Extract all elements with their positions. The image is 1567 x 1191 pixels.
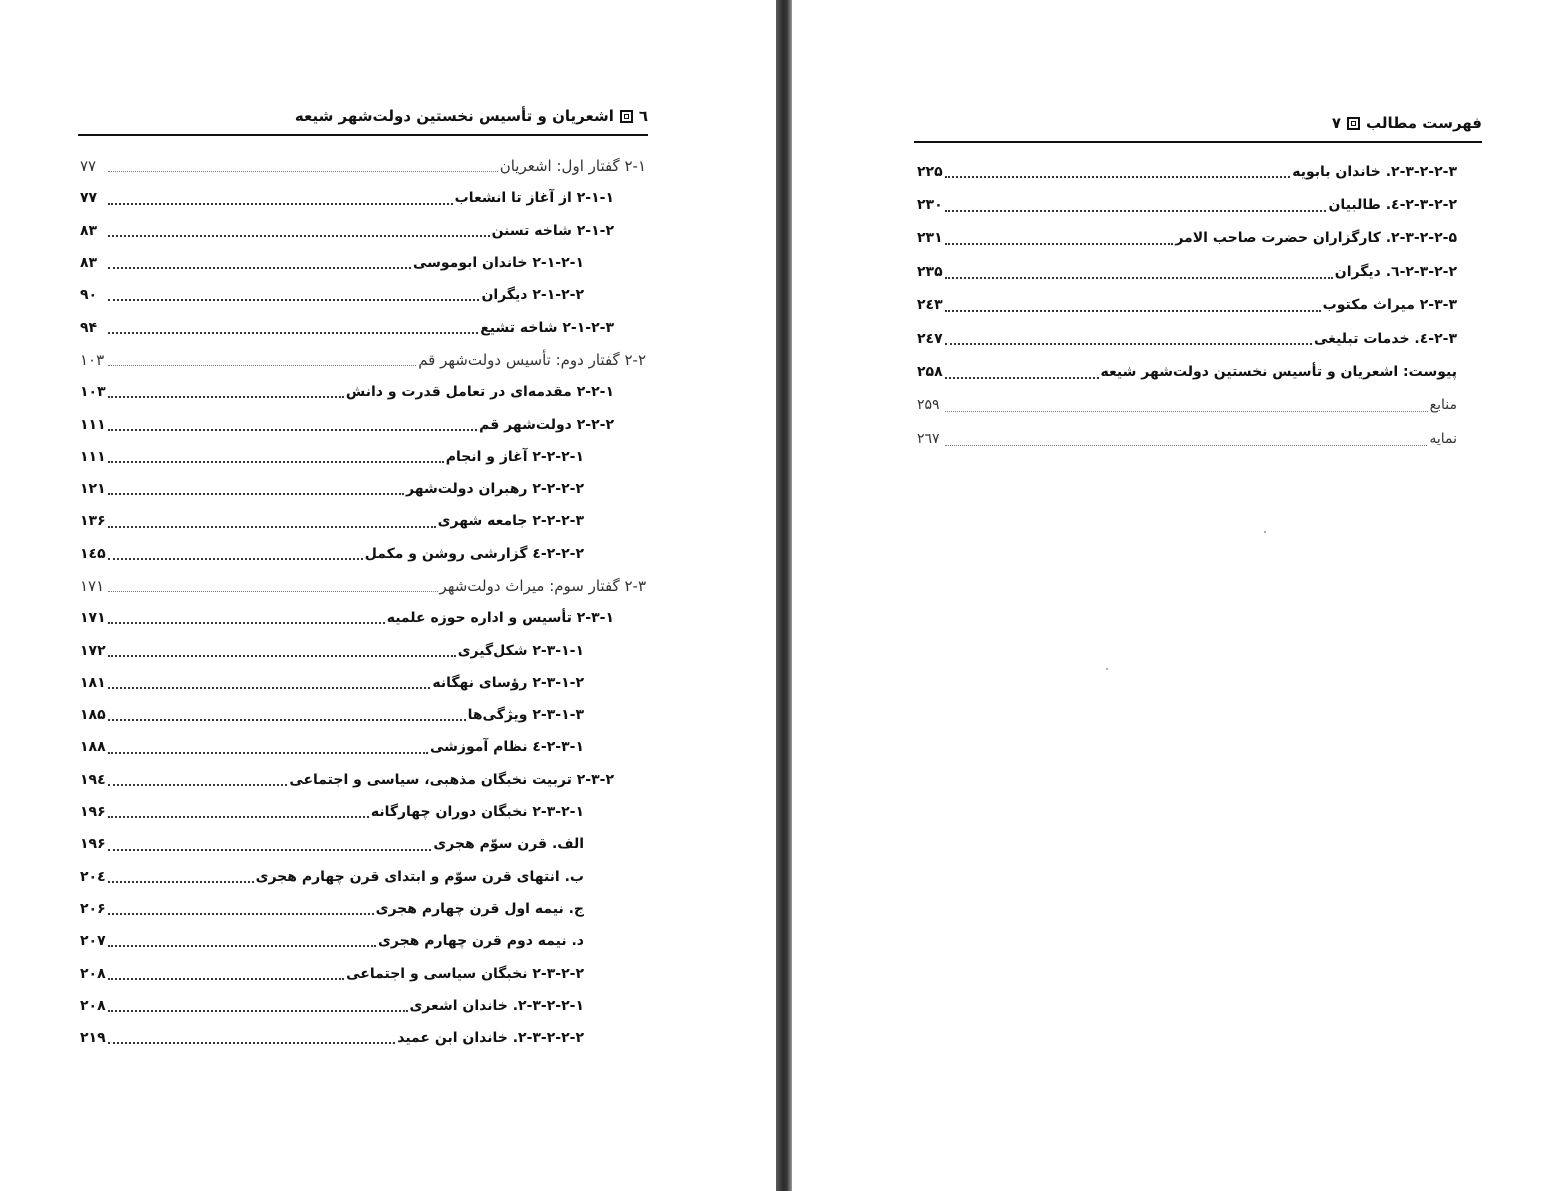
dot-leader (945, 445, 1427, 446)
toc-entry (917, 255, 1457, 288)
toc-entry-page-number: ۱۸۸ (80, 739, 106, 756)
dot-leader (945, 343, 1312, 345)
dot-leader (945, 243, 1173, 245)
toc-entry (917, 355, 1457, 388)
toc-entry (80, 182, 646, 214)
toc-entry-title: ۲-۳-۲-۲-٤. طالبیان (1328, 197, 1457, 214)
toc-entry-title: ۲-۱-۲-۳ شاخه تشیع (480, 319, 614, 336)
toc-entry-page-number: ۲۰۶ (80, 900, 106, 917)
right-page-running-title: فهرست مطالب (1366, 114, 1482, 132)
toc-entry-page-number: ۲٦۷ (917, 430, 940, 447)
toc-entry (80, 279, 646, 311)
toc-entry-title: ۲-۲-۲-٤ گزارشی روشن و مکمل (364, 545, 584, 562)
toc-entry-title: ۲-۳-۲-۲-۱. خاندان اشعری (409, 997, 584, 1014)
left-page (0, 0, 776, 1191)
toc-entry-title: ۲-۲-۲-۱ آغاز و انجام (445, 448, 584, 465)
toc-entry-title: ۲-۲-۲-۳ جامعه شهری (437, 513, 584, 530)
toc-entry-title: د. نیمه دوم قرن چهارم هجری (378, 933, 584, 950)
dot-leader (108, 365, 416, 366)
dot-leader (945, 210, 1326, 212)
dot-leader (945, 277, 1333, 279)
paper-speck (1106, 668, 1108, 670)
toc-entry-page-number: ۱۷۱ (80, 610, 106, 627)
right-page-header (914, 111, 1482, 143)
toc-entry-title: نمایه (1429, 430, 1457, 447)
toc-entry-page-number: ۱۲۱ (80, 481, 106, 498)
toc-entry (80, 311, 646, 343)
dot-leader (108, 784, 287, 786)
toc-entry (80, 957, 646, 989)
dot-leader (108, 203, 453, 205)
toc-entry-title: ۲-۳-۲-۲-٦. دیگران (1334, 263, 1457, 280)
dot-leader (108, 719, 466, 721)
toc-entry-title: ۲-۳-۱-٤ نظام آموزشی (429, 739, 584, 756)
toc-entry (80, 376, 646, 408)
toc-entry-title: ۲-۱-۲-۱ خاندان ابوموسی (412, 255, 584, 272)
toc-entry-page-number: ۱۹٤ (80, 771, 106, 788)
toc-entry-title: ۲-۳-۱-۲ رؤسای نهگانه (432, 674, 584, 691)
toc-entry-page-number: ۱۰۳ (80, 384, 106, 401)
toc-entry-page-number: ۹۰ (80, 287, 98, 304)
toc-entry-page-number: ۲۵۹ (917, 397, 940, 414)
toc-entry-title: ۲-۳-۳ میراث مکتوب (1322, 297, 1457, 314)
right-toc-list (917, 155, 1457, 456)
book-spine (776, 0, 792, 1191)
toc-entry-title: ۲-۳-۲-۲-۵. کارگزاران حضرت صاحب الامر (1175, 230, 1457, 247)
toc-entry (80, 796, 646, 828)
toc-entry-title: ۲-۱-۱ از آغاز تا انشعاب (454, 190, 614, 207)
toc-entry-title: الف. قرن سوّم هجری (433, 836, 584, 853)
toc-entry (917, 188, 1457, 221)
dot-leader (108, 687, 430, 689)
toc-entry-page-number: ۱۳۶ (80, 513, 106, 530)
toc-entry (917, 222, 1457, 255)
dot-leader (108, 171, 498, 172)
left-page-running-title: اشعریان و تأسیس نخستین دولت‌شهر شیعه (294, 107, 614, 125)
dot-leader (108, 493, 404, 495)
toc-entry-title: ۲-۳-۲-۲-۲. خاندان ابن عمید (397, 1030, 584, 1047)
toc-entry-title: ۲-۳-٤. خدمات تبلیغی (1314, 330, 1457, 347)
toc-entry-page-number: ۱۹۶ (80, 804, 106, 821)
toc-entry-title: ۲-۳-۲ تربیت نخبگان مذهبی، سیاسی و اجتماعی (289, 771, 614, 788)
toc-entry-title: ۲-۳ گفتار سوم: میراث دولت‌شهر (439, 577, 646, 595)
toc-entry-title: منابع (1429, 397, 1457, 414)
toc-entry (80, 538, 646, 570)
toc-entry-page-number: ۲۳۱ (917, 230, 943, 247)
toc-entry-page-number: ۲۰۸ (80, 997, 106, 1014)
toc-entry (80, 731, 646, 763)
toc-entry-title: پیوست: اشعریان و تأسیس نخستین دولت‌شهر شیعه (1100, 364, 1457, 381)
toc-entry-title: ۲-۳-۲-۲-۳. خاندان بابویه (1292, 163, 1457, 180)
toc-entry-page-number: ۱۸۵ (80, 707, 106, 724)
toc-entry-page-number: ۹۴ (80, 319, 98, 336)
dot-leader (945, 377, 1099, 379)
toc-entry-title: ج. نیمه اول قرن چهارم هجری (375, 900, 584, 917)
dot-leader (108, 881, 254, 883)
toc-entry-page-number: ۲۵۸ (917, 364, 943, 381)
toc-entry-page-number: ۲۳۰ (917, 197, 943, 214)
toc-entry (80, 150, 646, 182)
toc-entry (80, 893, 646, 925)
dot-leader (108, 622, 385, 624)
toc-entry (80, 699, 646, 731)
dot-leader (108, 752, 428, 754)
dot-leader (108, 1010, 408, 1012)
toc-entry-page-number: ۲٤۷ (917, 330, 943, 347)
toc-entry-page-number: ۲۲۵ (917, 163, 943, 180)
toc-entry (80, 473, 646, 505)
toc-entry (80, 667, 646, 699)
dot-leader (108, 332, 478, 334)
dot-leader (108, 558, 363, 560)
toc-entry (80, 925, 646, 957)
toc-entry-title: ب. انتهای قرن سوّم و ابتدای قرن چهارم هجری (255, 868, 584, 885)
ornament-box-icon (1347, 117, 1360, 130)
toc-entry-page-number: ۱۷۲ (80, 642, 106, 659)
dot-leader (108, 526, 436, 528)
dot-leader (945, 411, 1428, 412)
left-page-header (78, 104, 648, 136)
toc-entry (80, 570, 646, 602)
dot-leader (108, 429, 477, 431)
toc-entry-title: ۲-۳-۲-۱ نخبگان دوران چهارگانه (370, 804, 584, 821)
dot-leader (108, 267, 411, 269)
toc-entry-page-number: ۱۷۱ (80, 577, 105, 595)
toc-entry (80, 1022, 646, 1054)
dot-leader (108, 913, 374, 915)
toc-entry (80, 247, 646, 279)
toc-entry (80, 408, 646, 440)
paper-speck (1264, 531, 1266, 533)
dot-leader (108, 945, 376, 947)
dot-leader (108, 978, 344, 980)
dot-leader (945, 176, 1290, 178)
toc-entry-page-number: ۱٤۵ (80, 545, 106, 562)
toc-entry (80, 602, 646, 634)
toc-entry (80, 344, 646, 376)
toc-entry-title: ۲-۳-۱-۱ شکل‌گیری (457, 642, 584, 659)
toc-entry-page-number: ۱۰۳ (80, 350, 105, 369)
dot-leader (108, 591, 438, 592)
toc-entry-title: ۲-۳-۱-۳ ویژگی‌ها (467, 707, 584, 724)
dot-leader (108, 299, 479, 301)
toc-entry (80, 505, 646, 537)
toc-entry-title: ۲-۳-۱ تأسیس و اداره حوزه علمیه (386, 610, 614, 627)
toc-entry-page-number: ۸۳ (80, 255, 98, 272)
dot-leader (108, 461, 444, 463)
toc-entry (80, 441, 646, 473)
toc-entry-title: ۲-۲-۲-۲ رهبران دولت‌شهر (406, 481, 584, 498)
toc-entry-page-number: ۷۷ (80, 190, 98, 207)
toc-entry-page-number: ۲۰۸ (80, 965, 106, 982)
toc-entry-page-number: ۸۳ (80, 222, 98, 239)
toc-entry (917, 389, 1457, 422)
toc-entry (80, 215, 646, 247)
toc-entry-page-number: ۱۱۱ (80, 448, 106, 465)
right-page-number: ۷ (1331, 114, 1342, 132)
ornament-box-icon (620, 110, 633, 123)
toc-entry-title: ۲-۱-۲-۲ دیگران (481, 287, 584, 304)
toc-entry-title: ۲-۲-۱ مقدمه‌ای در تعامل قدرت و دانش (345, 384, 614, 401)
toc-entry-page-number: ۲۰۷ (80, 933, 106, 950)
toc-entry-page-number: ۲٤۳ (917, 297, 943, 314)
toc-entry (80, 828, 646, 860)
dot-leader (108, 655, 456, 657)
toc-entry (917, 155, 1457, 188)
toc-entry (80, 764, 646, 796)
toc-entry-page-number: ۲۳۵ (917, 263, 943, 280)
dot-leader (945, 310, 1321, 312)
toc-entry (80, 634, 646, 666)
toc-entry-page-number: ۲۰٤ (80, 868, 106, 885)
toc-entry-page-number: ۱۹۶ (80, 836, 106, 853)
toc-entry-title: ۲-۳-۲-۲ نخبگان سیاسی و اجتماعی (346, 965, 584, 982)
dot-leader (108, 816, 369, 818)
dot-leader (108, 396, 344, 398)
right-page (792, 0, 1567, 1191)
toc-entry-page-number: ۲۱۹ (80, 1030, 106, 1047)
toc-entry-title: ۲-۲-۲ دولت‌شهر قم (479, 416, 614, 433)
dot-leader (108, 235, 490, 237)
toc-entry-title: ۲-۱-۲ شاخه تسنن (491, 222, 614, 239)
toc-entry-page-number: ۱۱۱ (80, 416, 106, 433)
toc-entry (917, 422, 1457, 455)
toc-entry (917, 322, 1457, 355)
toc-entry-page-number: ۷۷ (80, 157, 97, 176)
dot-leader (108, 849, 431, 851)
toc-entry-title: ۲-۲ گفتار دوم: تأسیس دولت‌شهر قم (418, 350, 646, 369)
toc-entry (80, 990, 646, 1022)
toc-entry (80, 861, 646, 893)
left-page-number: ٦ (638, 107, 648, 125)
toc-entry-title: ۲-۱ گفتار اول: اشعریان (499, 157, 646, 176)
toc-entry-page-number: ۱۸۱ (80, 674, 106, 691)
left-toc-list (80, 150, 646, 1054)
toc-entry (917, 289, 1457, 322)
dot-leader (108, 1042, 395, 1044)
